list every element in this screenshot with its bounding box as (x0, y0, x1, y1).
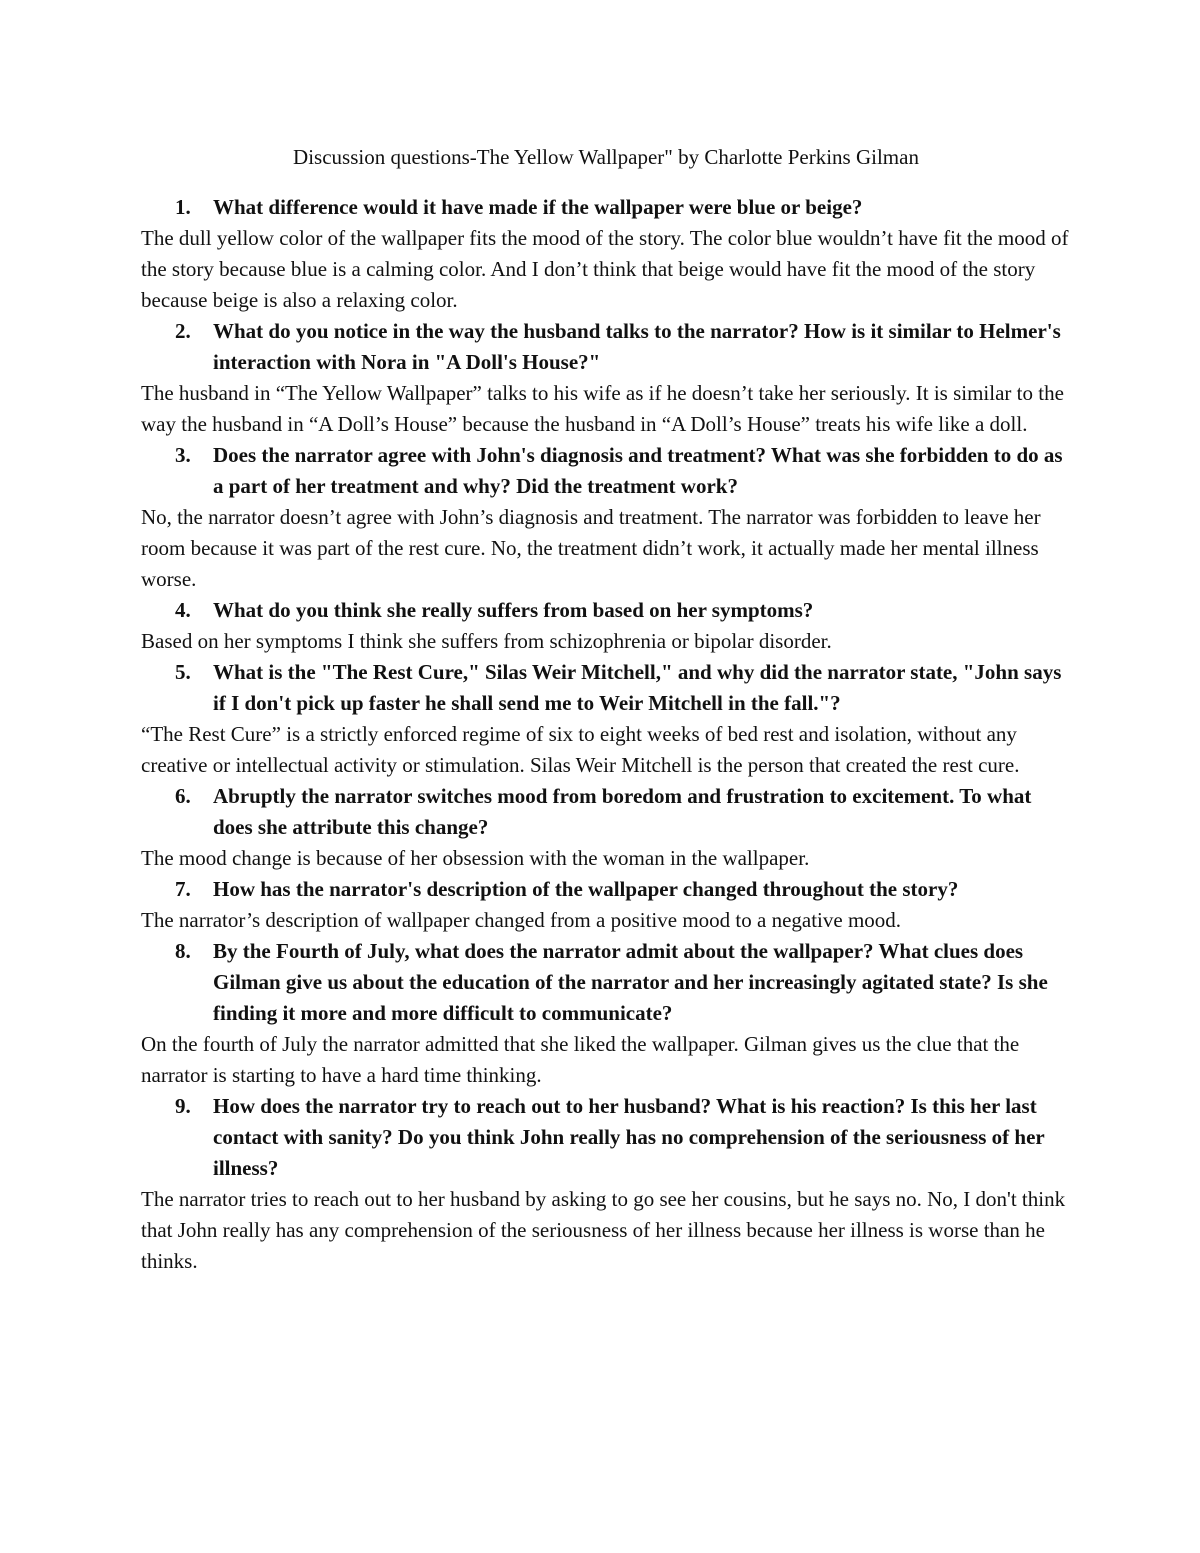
question-item-6 (141, 781, 1071, 874)
question-label: What difference would it have made if the wallpaper were blue or beige? (213, 195, 863, 219)
answer-text: “The Rest Cure” is a strictly enforced regime of six to eight weeks of bed rest and isolation, without any creative or intellectual activity or stimulation. Silas Weir Mitchell is the person that created the rest cure. (141, 722, 1020, 777)
question-item-4 (141, 595, 1071, 657)
question-label: Abruptly the narrator switches mood from boredom and frustration to excitement. To what does she attribute this change? (213, 784, 1032, 839)
question-number: 9. (175, 1094, 191, 1118)
answer-text: No, the narrator doesn’t agree with John’s diagnosis and treatment. The narrator was forbidden to leave her room because it was part of the rest cure. No, the treatment didn’t work, it actually made her mental illness worse. (141, 505, 1041, 591)
question-text (141, 936, 1071, 1029)
question-number: 2. (175, 319, 191, 343)
question-number: 6. (175, 784, 191, 808)
answer-text: The mood change is because of her obsession with the woman in the wallpaper. (141, 846, 810, 870)
question-text (141, 657, 1071, 719)
question-text (141, 781, 1071, 843)
question-item-5 (141, 657, 1071, 781)
question-text (141, 192, 1071, 223)
question-label: Does the narrator agree with John's diagnosis and treatment? What was she forbidden to do as a part of her treatment and why? Did the treatment work? (213, 443, 1063, 498)
answer-text: The husband in “The Yellow Wallpaper” talks to his wife as if he doesn’t take her seriously. It is similar to the way the husband in “A Doll’s House” because the husband in “A Doll’s House” treats his wife like a doll. (141, 381, 1064, 436)
question-label: What is the "The Rest Cure," Silas Weir Mitchell," and why did the narrator state, "John says if I don't pick up faster he shall send me to Weir Mitchell in the fall."? (213, 660, 1062, 715)
answer-text: The narrator tries to reach out to her husband by asking to go see her cousins, but he says no. No, I don't think that John really has any comprehension of the seriousness of her illness because her illness is worse than he thinks. (141, 1187, 1066, 1273)
question-item-7 (141, 874, 1071, 936)
answer-text: Based on her symptoms I think she suffers from schizophrenia or bipolar disorder. (141, 629, 832, 653)
question-text (141, 874, 1071, 905)
question-label: What do you think she really suffers from based on her symptoms? (213, 598, 814, 622)
question-number: 5. (175, 660, 191, 684)
question-item-1 (141, 192, 1071, 316)
answer-text: On the fourth of July the narrator admitted that she liked the wallpaper. Gilman gives us the clue that the narrator is starting to have a hard time thinking. (141, 1032, 1020, 1087)
question-text (141, 440, 1071, 502)
question-item-2 (141, 316, 1071, 440)
question-label: By the Fourth of July, what does the narrator admit about the wallpaper? What clues does Gilman give us about the education of the narrator and her increasingly agitated state? Is she finding it more and more difficult to communicate? (213, 939, 1048, 1025)
question-number: 3. (175, 443, 191, 467)
question-number: 8. (175, 939, 191, 963)
question-text (141, 316, 1071, 378)
question-label: What do you notice in the way the husband talks to the narrator? How is it similar to Helmer's interaction with Nora in "A Doll's House?" (213, 319, 1061, 374)
question-label: How does the narrator try to reach out to her husband? What is his reaction? Is this her last contact with sanity? Do you think John really has no comprehension of the seriousness of her illness? (213, 1094, 1045, 1180)
question-item-8 (141, 936, 1071, 1091)
question-number: 4. (175, 598, 191, 622)
question-label: How has the narrator's description of the wallpaper changed throughout the story? (213, 877, 959, 901)
question-number: 7. (175, 877, 191, 901)
document-title: Discussion questions-The Yellow Wallpaper" by Charlotte Perkins Gilman (293, 145, 919, 169)
question-text (141, 1091, 1071, 1184)
answer-text: The narrator’s description of wallpaper changed from a positive mood to a negative mood. (141, 908, 902, 932)
document-body (141, 142, 1071, 1277)
question-item-3 (141, 440, 1071, 595)
question-text (141, 595, 1071, 626)
question-item-9 (141, 1091, 1071, 1277)
answer-text: The dull yellow color of the wallpaper fits the mood of the story. The color blue wouldn’t have fit the mood of the story because blue is a calming color. And I don’t think that beige would have fit the mood of the story because beige is also a relaxing color. (141, 226, 1069, 312)
question-number: 1. (175, 195, 191, 219)
